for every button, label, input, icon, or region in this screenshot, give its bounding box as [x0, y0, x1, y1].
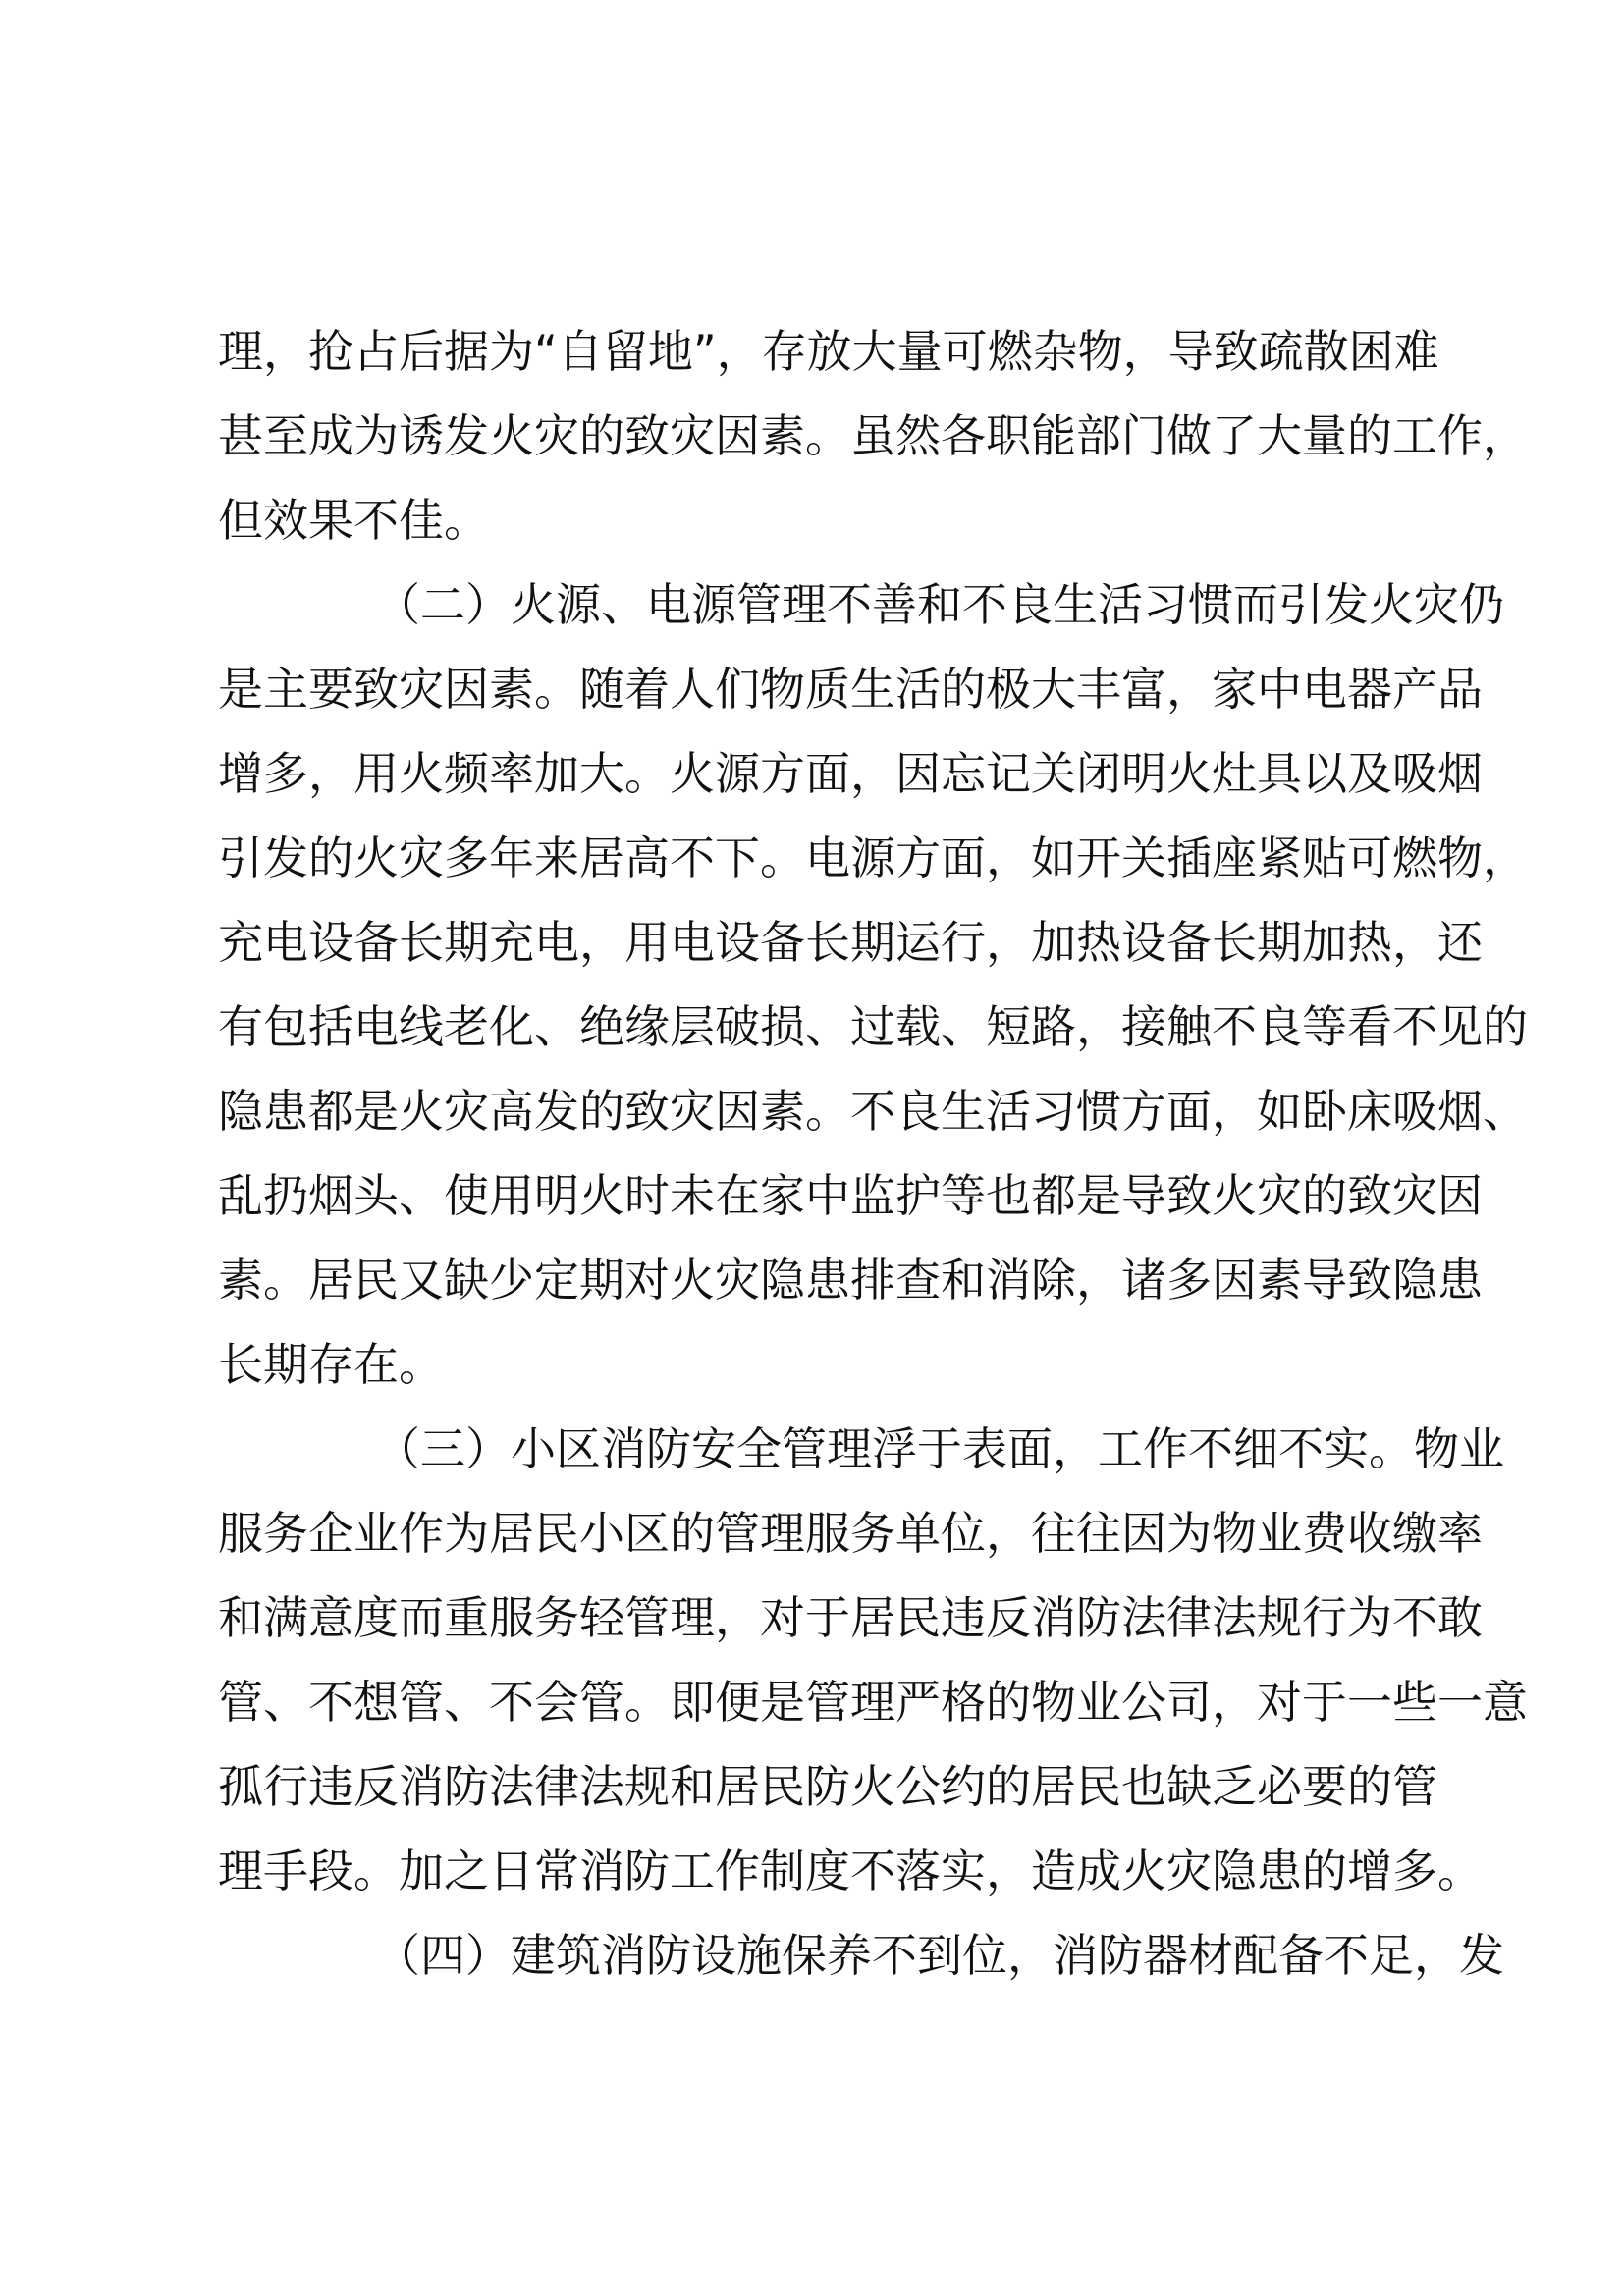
- text-line-3: 但效果不佳。: [218, 494, 489, 547]
- text-line-12: 素。居民又缺少定期对火灾隐患排查和消除，诸多因素导致隐患: [218, 1254, 1483, 1307]
- text-line-6: 增多，用火频率加大。火源方面，因忘记关闭明火灶具以及吸烟: [218, 747, 1483, 800]
- text-line-18: 孤行违反消防法律法规和居民防火公约的居民也缺乏必要的管: [218, 1760, 1437, 1813]
- text-line-5: 是主要致灾因素。随着人们物质生活的极大丰富，家中电器产品: [218, 663, 1483, 716]
- text-line-1: 理，抢占后据为“自留地”，存放大量可燃杂物，导致疏散困难: [218, 325, 1439, 378]
- text-line-16: 和满意度而重服务轻管理，对于居民违反消防法律法规行为不敢: [218, 1591, 1483, 1644]
- text-line-11: 乱扔烟头、使用明火时未在家中监护等也都是导致火灾的致灾因: [218, 1169, 1483, 1222]
- text-line-19: 理手段。加之日常消防工作制度不落实，造成火灾隐患的增多。: [218, 1844, 1483, 1897]
- text-line-15: 服务企业作为居民小区的管理服务单位，往往因为物业费收缴率: [218, 1507, 1483, 1560]
- paragraph-4-heading-line: （四）建筑消防设施保养不到位，消防器材配备不足，发: [375, 1929, 1504, 1982]
- text-line-9: 有包括电线老化、绝缘层破损、过载、短路，接触不良等看不见的: [218, 1000, 1528, 1053]
- paragraph-3-heading-line: （三）小区消防安全管理浮于表面，工作不细不实。物业: [375, 1422, 1504, 1475]
- text-line-2: 甚至成为诱发火灾的致灾因素。虽然各职能部门做了大量的工作，: [218, 409, 1528, 462]
- text-line-8: 充电设备长期充电，用电设备长期运行，加热设备长期加热，还: [218, 916, 1483, 969]
- paragraph-2-heading-line: （二）火源、电源管理不善和不良生活习惯而引发火灾仍: [375, 578, 1504, 631]
- text-line-7: 引发的火灾多年来居高不下。电源方面，如开关插座紧贴可燃物，: [218, 831, 1528, 884]
- text-line-17: 管、不想管、不会管。即便是管理严格的物业公司，对于一些一意: [218, 1676, 1528, 1729]
- text-line-13: 长期存在。: [218, 1338, 444, 1391]
- text-line-10: 隐患都是火灾高发的致灾因素。不良生活习惯方面，如卧床吸烟、: [218, 1085, 1528, 1138]
